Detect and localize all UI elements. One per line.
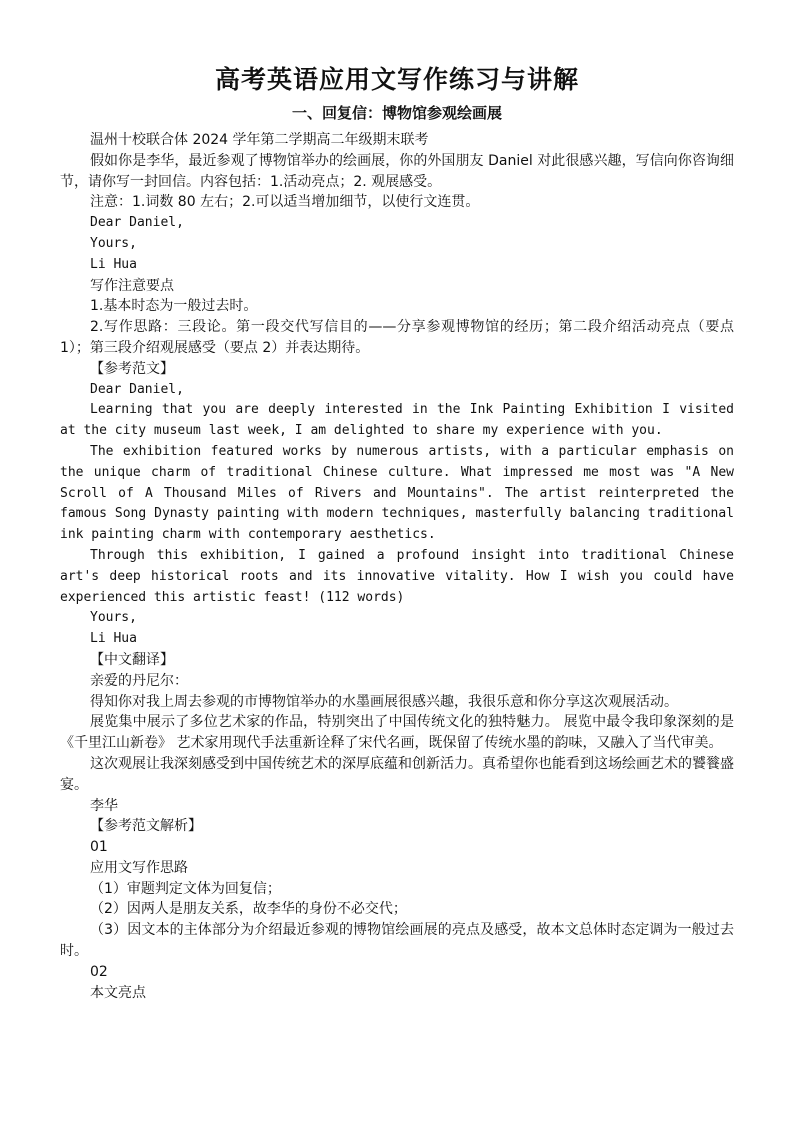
sample-paragraph-3: Through this exhibition, I gained a profound insight into traditional Chinese art's deep historical roots and its innovative vitality. How I wish you could have experienced this artistic feast! (112 words)	[60, 547, 734, 605]
analysis-point-1: （1）审题判定文体为回复信；	[90, 880, 281, 897]
section-heading: 一、回复信：博物馆参观绘画展	[291, 104, 502, 122]
document-title: 高考英语应用文写作练习与讲解	[214, 65, 579, 94]
sample-signature: Li Hua	[90, 631, 137, 647]
letter-signature: Li Hua	[90, 256, 137, 272]
analysis-subheading-highlights: 本文亮点	[90, 984, 146, 1001]
sample-closing: Yours,	[90, 610, 137, 626]
analysis-number-01: 01	[90, 839, 108, 856]
analysis-number-02: 02	[90, 963, 108, 980]
translation-signature: 李华	[90, 797, 118, 814]
analysis-heading: 【参考范文解析】	[90, 818, 202, 835]
sample-essay-heading: 【参考范文】	[90, 360, 174, 377]
writing-tips-heading: 写作注意要点	[90, 277, 174, 294]
document-page	[60, 62, 734, 1003]
sample-paragraph-2: The exhibition featured works by numerous artists, with a particular emphasis on the unique charm of traditional Chinese culture. What impressed me most was "A New Scroll of A Thousand Miles of Rivers and Mountains". The artist reinterpreted the famous Song Dynasty painting with modern techniques, masterfully balancing traditional ink painting charm with contemporary aesthetics.	[60, 443, 734, 543]
task-notes: 注意：1.词数 80 左右；2.可以适当增加细节，以使行文连贯。	[90, 194, 480, 211]
sample-salutation: Dear Daniel,	[90, 381, 184, 397]
analysis-subheading-approach: 应用文写作思路	[90, 859, 188, 876]
sample-paragraph-1: Learning that you are deeply interested in the Ink Painting Exhibition I visited at the city museum last week, I am delighted to share my experience with you.	[60, 402, 734, 439]
analysis-point-2: （2）因两人是朋友关系，故李华的身份不必交代；	[90, 901, 407, 918]
exam-source: 温州十校联合体 2024 学年第二学期高二年级期末联考	[90, 132, 429, 148]
translation-paragraph-2: 展览集中展示了多位艺术家的作品，特别突出了中国传统文化的独特魅力。 展览中最令我印象深刻的是《千里江山新卷》 艺术家用现代手法重新诠释了宋代名画，既保留了传统水墨的韵味，又融入了当代审美。	[60, 714, 734, 752]
translation-salutation: 亲爱的丹尼尔：	[90, 672, 188, 689]
writing-tip-2: 2.写作思路：三段论。第一段交代写信目的——分享参观博物馆的经历；第二段介绍活动亮点（要点 1）；第三段介绍观展感受（要点 2）并表达期待。	[60, 319, 734, 356]
translation-heading: 【中文翻译】	[90, 651, 174, 668]
translation-paragraph-3: 这次观展让我深刻感受到中国传统艺术的深厚底蕴和创新活力。真希望你也能看到这场绘画艺术的饕餮盛宴。	[60, 755, 734, 793]
writing-tip-1: 1.基本时态为一般过去时。	[90, 298, 258, 315]
analysis-point-3: （3）因文本的主体部分为介绍最近参观的博物馆绘画展的亮点及感受，故本文总体时态定调为一般过去时。	[60, 922, 734, 960]
translation-paragraph-1: 得知你对我上周去参观的市博物馆举办的水墨画展很感兴趣，我很乐意和你分享这次观展活动。	[90, 693, 678, 710]
letter-closing: Yours,	[90, 235, 137, 251]
letter-salutation: Dear Daniel,	[90, 215, 184, 231]
task-prompt: 假如你是李华，最近参观了博物馆举办的绘画展，你的外国朋友 Daniel 对此很感兴趣，写信向你咨询细节，请你写一封回信。内容包括：1.活动亮点；2. 观展感受。	[60, 152, 734, 190]
